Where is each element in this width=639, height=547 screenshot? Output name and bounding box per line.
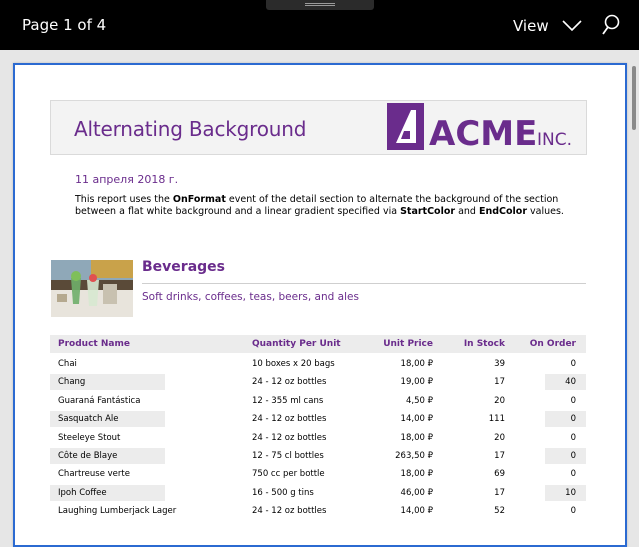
product-name: Laughing Lumberjack Lager	[58, 506, 177, 517]
search-icon[interactable]	[600, 13, 622, 37]
on-order: 0	[570, 469, 576, 480]
product-name: Chai	[58, 359, 77, 369]
unit-price: 18,00 ₽	[400, 432, 433, 443]
in-stock: 20	[494, 395, 505, 406]
on-order: 40	[565, 377, 576, 388]
category-divider	[142, 283, 586, 284]
product-name: Chartreuse verte	[58, 469, 130, 480]
logo-suffix: INC.	[537, 130, 573, 150]
category-description: Soft drinks, coffees, teas, beers, and ales	[142, 291, 359, 303]
in-stock: 39	[494, 359, 505, 369]
on-order: 0	[570, 506, 576, 517]
table-row	[50, 410, 586, 428]
view-menu-button[interactable]	[513, 14, 582, 38]
on-order: 0	[570, 414, 576, 425]
on-order: 0	[570, 395, 576, 406]
category-image	[51, 260, 133, 317]
logo-text: ACME	[429, 114, 538, 151]
unit-price: 18,00 ₽	[400, 469, 433, 480]
unit-price: 14,00 ₽	[400, 506, 433, 517]
column-on-order: On Order	[529, 339, 576, 349]
product-name: Sasquatch Ale	[58, 414, 119, 425]
product-name: Chang	[58, 377, 86, 388]
in-stock: 17	[494, 377, 505, 388]
category-name: Beverages	[142, 259, 225, 275]
in-stock: 17	[494, 450, 505, 461]
page-indicator: Page 1 of 4	[22, 16, 107, 34]
column-in-stock: In Stock	[463, 339, 505, 349]
in-stock: 52	[494, 506, 505, 517]
product-rows	[50, 355, 586, 521]
column-unit-price: Unit Price	[383, 339, 433, 349]
report-header	[50, 100, 587, 155]
quantity-per-unit: 10 boxes x 20 bags	[252, 359, 335, 369]
on-order: 0	[570, 450, 576, 461]
unit-price: 263,50 ₽	[395, 450, 433, 461]
table-row	[50, 484, 586, 502]
table-row	[50, 502, 586, 520]
report-page	[13, 63, 627, 547]
quantity-per-unit: 12 - 355 ml cans	[252, 395, 324, 406]
quantity-per-unit: 750 cc per bottle	[252, 469, 325, 480]
table-row	[50, 465, 586, 483]
table-header	[50, 335, 586, 353]
product-name: Guaraná Fantástica	[58, 395, 141, 406]
report-date: 11 апреля 2018 г.	[75, 173, 179, 186]
quantity-per-unit: 16 - 500 g tins	[252, 487, 314, 498]
report-description: This report uses the OnFormat event of the detail section to alternate the background of the section between a flat white background and a linear gradient specified via StartColor and EndColor values.	[75, 194, 564, 217]
on-order: 10	[565, 487, 576, 498]
unit-price: 19,00 ₽	[400, 377, 433, 388]
view-label: View	[513, 17, 549, 35]
table-row	[50, 447, 586, 465]
unit-price: 18,00 ₽	[400, 359, 433, 369]
drag-handle[interactable]	[266, 0, 374, 10]
unit-price: 14,00 ₽	[400, 414, 433, 425]
chevron-down-icon	[562, 20, 582, 32]
table-row	[50, 355, 586, 373]
on-order: 0	[570, 359, 576, 369]
in-stock: 20	[494, 432, 505, 443]
product-name: Steeleye Stout	[58, 432, 121, 443]
product-name: Ipoh Coffee	[58, 487, 107, 498]
document-viewer[interactable]	[0, 50, 639, 529]
unit-price: 46,00 ₽	[400, 487, 433, 498]
report-title: Alternating Background	[74, 117, 307, 141]
table-row	[50, 373, 586, 391]
quantity-per-unit: 24 - 12 oz bottles	[252, 414, 327, 425]
in-stock: 111	[488, 414, 505, 425]
quantity-per-unit: 24 - 12 oz bottles	[252, 432, 327, 443]
acme-logo	[387, 103, 577, 151]
quantity-per-unit: 24 - 12 oz bottles	[252, 377, 327, 388]
quantity-per-unit: 12 - 75 cl bottles	[252, 450, 324, 461]
table-row	[50, 392, 586, 410]
viewer-toolbar	[0, 0, 639, 50]
product-name: Côte de Blaye	[58, 450, 118, 461]
column-quantity-per-unit: Quantity Per Unit	[252, 339, 341, 349]
unit-price: 4,50 ₽	[405, 395, 433, 406]
in-stock: 17	[494, 487, 505, 498]
in-stock: 69	[494, 469, 505, 480]
column-product-name: Product Name	[58, 339, 130, 349]
on-order: 0	[570, 432, 576, 443]
table-row	[50, 429, 586, 447]
vertical-scrollbar[interactable]	[632, 66, 636, 130]
quantity-per-unit: 24 - 12 oz bottles	[252, 506, 327, 517]
